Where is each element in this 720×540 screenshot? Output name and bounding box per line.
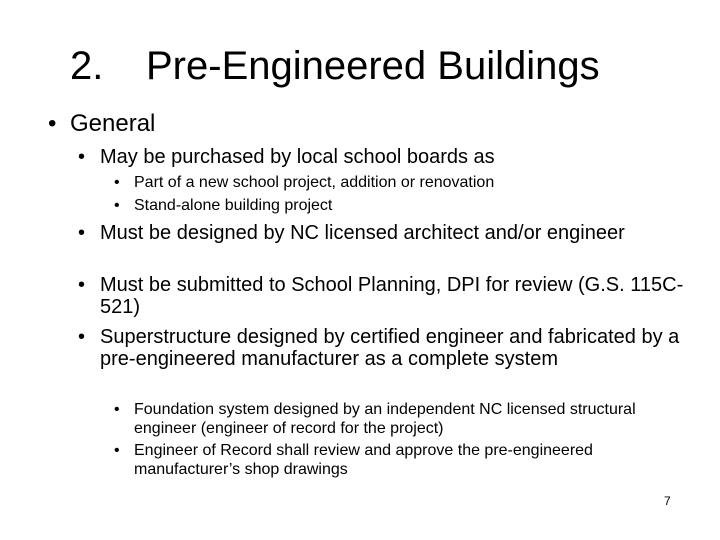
- bullet-text: Foundation system designed by an independent NC licensed structural engineer (engineer of record for the project): [134, 401, 636, 437]
- bullet-text: Part of a new school project, addition or renovation: [134, 174, 495, 191]
- title-number: 2.: [70, 44, 104, 88]
- bullet-dot: •: [114, 401, 120, 418]
- bullet-text: Stand-alone building project: [134, 197, 333, 214]
- bullet-text: Must be designed by NC licensed architect and/or engineer: [100, 222, 625, 244]
- title-text: Pre-Engineered Buildings: [146, 44, 600, 88]
- bullet-dot: •: [114, 197, 120, 214]
- bullet-text: General: [70, 110, 156, 137]
- page-number: 7: [664, 494, 671, 508]
- bullet-text: Must be submitted to School Planning, DPI for review (G.S. 115C-521): [100, 274, 684, 318]
- bullet-general: [48, 111, 670, 137]
- bullet-standalone: [114, 196, 694, 215]
- bullet-dot: •: [78, 326, 86, 348]
- bullet-submitted: [78, 274, 690, 318]
- slide-title: [70, 42, 600, 90]
- bullet-designed-by-nc: [78, 222, 690, 244]
- bullet-dot: •: [114, 174, 120, 191]
- bullet-purchased: [78, 146, 690, 168]
- bullet-dot: •: [114, 442, 120, 459]
- bullet-part-of-project: [114, 173, 694, 192]
- bullet-dot: •: [48, 110, 57, 137]
- bullet-dot: •: [78, 274, 86, 296]
- bullet-engineer-of-record: [114, 441, 694, 479]
- bullet-text: Superstructure designed by certified engineer and fabricated by a pre-engineered manufacturer as a complete system: [100, 326, 680, 370]
- bullet-superstructure: [78, 326, 690, 370]
- bullet-foundation: [114, 400, 694, 438]
- bullet-text: May be purchased by local school boards as: [100, 146, 495, 168]
- bullet-dot: •: [78, 222, 86, 244]
- bullet-dot: •: [78, 146, 86, 168]
- bullet-text: Engineer of Record shall review and approve the pre-engineered manufacturer’s shop drawings: [134, 442, 593, 478]
